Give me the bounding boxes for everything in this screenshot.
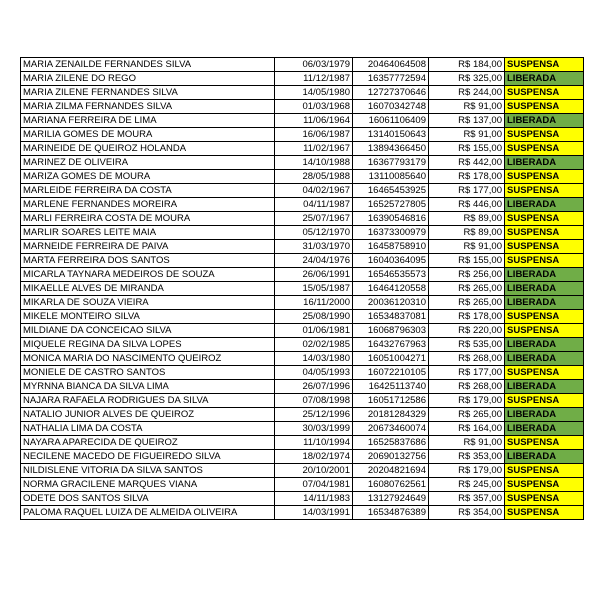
- table-row: [21, 464, 584, 478]
- nis-number-cell: 16367793179: [353, 156, 429, 170]
- name-cell: NATHALIA LIMA DA COSTA: [21, 422, 275, 436]
- table-row: [21, 408, 584, 422]
- birth-date-cell: 20/10/2001: [275, 464, 353, 478]
- benefit-value-cell: R$ 325,00: [429, 72, 505, 86]
- birth-date-cell: 11/06/1964: [275, 114, 353, 128]
- benefit-value-cell: R$ 535,00: [429, 338, 505, 352]
- table-row: [21, 282, 584, 296]
- benefit-value-cell: R$ 91,00: [429, 436, 505, 450]
- nis-number-cell: 16051712586: [353, 394, 429, 408]
- nis-number-cell: 16432767963: [353, 338, 429, 352]
- status-cell: LIBERADA: [505, 114, 584, 128]
- name-cell: MARINEIDE DE QUEIROZ HOLANDA: [21, 142, 275, 156]
- status-cell: SUSPENSA: [505, 478, 584, 492]
- name-cell: MARINEZ DE OLIVEIRA: [21, 156, 275, 170]
- nis-number-cell: 20036120310: [353, 296, 429, 310]
- birth-date-cell: 04/05/1993: [275, 366, 353, 380]
- table-row: [21, 296, 584, 310]
- status-cell: SUSPENSA: [505, 324, 584, 338]
- nis-number-cell: 16061106409: [353, 114, 429, 128]
- nis-number-cell: 16051004271: [353, 352, 429, 366]
- birth-date-cell: 26/07/1996: [275, 380, 353, 394]
- name-cell: MARIA ZILMA FERNANDES SILVA: [21, 100, 275, 114]
- benefit-value-cell: R$ 178,00: [429, 170, 505, 184]
- status-cell: LIBERADA: [505, 338, 584, 352]
- benefit-value-cell: R$ 179,00: [429, 394, 505, 408]
- name-cell: MIKAELLE ALVES DE MIRANDA: [21, 282, 275, 296]
- status-cell: SUSPENSA: [505, 86, 584, 100]
- table-row: [21, 310, 584, 324]
- table-row: [21, 198, 584, 212]
- name-cell: MIKELE MONTEIRO SILVA: [21, 310, 275, 324]
- status-cell: SUSPENSA: [505, 184, 584, 198]
- status-cell: SUSPENSA: [505, 58, 584, 72]
- birth-date-cell: 16/06/1987: [275, 128, 353, 142]
- name-cell: MYRNNA BIANCA DA SILVA LIMA: [21, 380, 275, 394]
- name-cell: MIQUELE REGINA DA SILVA LOPES: [21, 338, 275, 352]
- nis-number-cell: 16070342748: [353, 100, 429, 114]
- nis-number-cell: 12727370646: [353, 86, 429, 100]
- birth-date-cell: 28/05/1988: [275, 170, 353, 184]
- name-cell: NORMA GRACILENE MARQUES VIANA: [21, 478, 275, 492]
- benefit-value-cell: R$ 256,00: [429, 268, 505, 282]
- nis-number-cell: 16357772594: [353, 72, 429, 86]
- table-row: [21, 72, 584, 86]
- birth-date-cell: 05/12/1970: [275, 226, 353, 240]
- table-row: [21, 450, 584, 464]
- nis-number-cell: 16072210105: [353, 366, 429, 380]
- birth-date-cell: 14/10/1988: [275, 156, 353, 170]
- status-cell: SUSPENSA: [505, 436, 584, 450]
- benefit-value-cell: R$ 91,00: [429, 128, 505, 142]
- name-cell: MARILIA GOMES DE MOURA: [21, 128, 275, 142]
- table-row: [21, 170, 584, 184]
- benefit-value-cell: R$ 353,00: [429, 450, 505, 464]
- nis-number-cell: 16546535573: [353, 268, 429, 282]
- table-row: [21, 492, 584, 506]
- birth-date-cell: 06/03/1979: [275, 58, 353, 72]
- table-row: [21, 436, 584, 450]
- name-cell: MARIA ZILENE DO REGO: [21, 72, 275, 86]
- status-cell: LIBERADA: [505, 408, 584, 422]
- birth-date-cell: 04/11/1987: [275, 198, 353, 212]
- birth-date-cell: 04/02/1967: [275, 184, 353, 198]
- birth-date-cell: 30/03/1999: [275, 422, 353, 436]
- benefit-value-cell: R$ 265,00: [429, 282, 505, 296]
- status-cell: LIBERADA: [505, 422, 584, 436]
- table-row: [21, 128, 584, 142]
- table-row: [21, 254, 584, 268]
- benefit-value-cell: R$ 184,00: [429, 58, 505, 72]
- nis-number-cell: 16465453925: [353, 184, 429, 198]
- name-cell: MONICA MARIA DO NASCIMENTO QUEIROZ: [21, 352, 275, 366]
- table-row: [21, 156, 584, 170]
- status-cell: SUSPENSA: [505, 212, 584, 226]
- table-row: [21, 212, 584, 226]
- status-cell: LIBERADA: [505, 198, 584, 212]
- status-cell: LIBERADA: [505, 268, 584, 282]
- benefit-value-cell: R$ 155,00: [429, 142, 505, 156]
- name-cell: NAYARA APARECIDA DE QUEIROZ: [21, 436, 275, 450]
- nis-number-cell: 20673460074: [353, 422, 429, 436]
- nis-number-cell: 13110085640: [353, 170, 429, 184]
- benefit-value-cell: R$ 177,00: [429, 366, 505, 380]
- benefit-value-cell: R$ 177,00: [429, 184, 505, 198]
- table-row: [21, 380, 584, 394]
- nis-number-cell: 16040364095: [353, 254, 429, 268]
- benefit-value-cell: R$ 245,00: [429, 478, 505, 492]
- nis-number-cell: 13127924649: [353, 492, 429, 506]
- name-cell: NILDISLENE VITORIA DA SILVA SANTOS: [21, 464, 275, 478]
- table-row: [21, 324, 584, 338]
- benefit-value-cell: R$ 268,00: [429, 352, 505, 366]
- benefit-value-cell: R$ 137,00: [429, 114, 505, 128]
- name-cell: MONIELE DE CASTRO SANTOS: [21, 366, 275, 380]
- name-cell: MIKARLA DE SOUZA VIEIRA: [21, 296, 275, 310]
- status-cell: LIBERADA: [505, 282, 584, 296]
- status-cell: LIBERADA: [505, 72, 584, 86]
- table-row: [21, 478, 584, 492]
- nis-number-cell: 16425113740: [353, 380, 429, 394]
- table-row: [21, 422, 584, 436]
- birth-date-cell: 11/12/1987: [275, 72, 353, 86]
- beneficiary-table: [20, 57, 584, 520]
- nis-number-cell: 16525837686: [353, 436, 429, 450]
- beneficiary-table-body: [21, 58, 584, 520]
- table-row: [21, 86, 584, 100]
- nis-number-cell: 16068796303: [353, 324, 429, 338]
- name-cell: MARLEIDE FERREIRA DA COSTA: [21, 184, 275, 198]
- benefit-value-cell: R$ 89,00: [429, 212, 505, 226]
- birth-date-cell: 15/05/1987: [275, 282, 353, 296]
- nis-number-cell: 13894366450: [353, 142, 429, 156]
- status-cell: LIBERADA: [505, 296, 584, 310]
- name-cell: NAJARA RAFAELA RODRIGUES DA SILVA: [21, 394, 275, 408]
- benefit-value-cell: R$ 354,00: [429, 506, 505, 520]
- birth-date-cell: 11/02/1967: [275, 142, 353, 156]
- name-cell: PALOMA RAQUEL LUIZA DE ALMEIDA OLIVEIRA: [21, 506, 275, 520]
- benefit-value-cell: R$ 179,00: [429, 464, 505, 478]
- nis-number-cell: 16534876389: [353, 506, 429, 520]
- name-cell: MARIANA FERREIRA DE LIMA: [21, 114, 275, 128]
- name-cell: MARIA ZILENE FERNANDES SILVA: [21, 86, 275, 100]
- name-cell: MARLI FERREIRA COSTA DE MOURA: [21, 212, 275, 226]
- benefit-value-cell: R$ 155,00: [429, 254, 505, 268]
- table-row: [21, 240, 584, 254]
- status-cell: SUSPENSA: [505, 366, 584, 380]
- name-cell: MICARLA TAYNARA MEDEIROS DE SOUZA: [21, 268, 275, 282]
- birth-date-cell: 14/03/1980: [275, 352, 353, 366]
- status-cell: LIBERADA: [505, 352, 584, 366]
- birth-date-cell: 16/11/2000: [275, 296, 353, 310]
- name-cell: MILDIANE DA CONCEICAO SILVA: [21, 324, 275, 338]
- nis-number-cell: 16464120558: [353, 282, 429, 296]
- nis-number-cell: 16534837081: [353, 310, 429, 324]
- status-cell: SUSPENSA: [505, 240, 584, 254]
- status-cell: SUSPENSA: [505, 128, 584, 142]
- benefit-value-cell: R$ 442,00: [429, 156, 505, 170]
- nis-number-cell: 13140150643: [353, 128, 429, 142]
- benefit-value-cell: R$ 268,00: [429, 380, 505, 394]
- status-cell: SUSPENSA: [505, 142, 584, 156]
- name-cell: MARIA ZENAILDE FERNANDES SILVA: [21, 58, 275, 72]
- birth-date-cell: 07/08/1998: [275, 394, 353, 408]
- nis-number-cell: 20690132756: [353, 450, 429, 464]
- benefit-value-cell: R$ 220,00: [429, 324, 505, 338]
- name-cell: NECILENE MACEDO DE FIGUEIREDO SILVA: [21, 450, 275, 464]
- name-cell: MARTA FERREIRA DOS SANTOS: [21, 254, 275, 268]
- status-cell: SUSPENSA: [505, 506, 584, 520]
- status-cell: SUSPENSA: [505, 310, 584, 324]
- benefit-value-cell: R$ 357,00: [429, 492, 505, 506]
- status-cell: SUSPENSA: [505, 492, 584, 506]
- birth-date-cell: 18/02/1974: [275, 450, 353, 464]
- status-cell: SUSPENSA: [505, 170, 584, 184]
- benefit-value-cell: R$ 265,00: [429, 408, 505, 422]
- name-cell: ODETE DOS SANTOS SILVA: [21, 492, 275, 506]
- benefit-value-cell: R$ 164,00: [429, 422, 505, 436]
- birth-date-cell: 07/04/1981: [275, 478, 353, 492]
- status-cell: SUSPENSA: [505, 394, 584, 408]
- status-cell: SUSPENSA: [505, 254, 584, 268]
- nis-number-cell: 16390546816: [353, 212, 429, 226]
- table-row: [21, 394, 584, 408]
- benefit-value-cell: R$ 446,00: [429, 198, 505, 212]
- status-cell: SUSPENSA: [505, 226, 584, 240]
- birth-date-cell: 11/10/1994: [275, 436, 353, 450]
- status-cell: LIBERADA: [505, 380, 584, 394]
- table-row: [21, 114, 584, 128]
- table-row: [21, 366, 584, 380]
- status-cell: LIBERADA: [505, 156, 584, 170]
- benefit-value-cell: R$ 244,00: [429, 86, 505, 100]
- nis-number-cell: 20204821694: [353, 464, 429, 478]
- birth-date-cell: 31/03/1970: [275, 240, 353, 254]
- table-row: [21, 338, 584, 352]
- birth-date-cell: 01/03/1968: [275, 100, 353, 114]
- table-row: [21, 142, 584, 156]
- table-row: [21, 100, 584, 114]
- birth-date-cell: 14/05/1980: [275, 86, 353, 100]
- birth-date-cell: 25/07/1967: [275, 212, 353, 226]
- status-cell: SUSPENSA: [505, 464, 584, 478]
- nis-number-cell: 20464064508: [353, 58, 429, 72]
- benefit-value-cell: R$ 89,00: [429, 226, 505, 240]
- nis-number-cell: 16525727805: [353, 198, 429, 212]
- table-row: [21, 226, 584, 240]
- name-cell: MARIZA GOMES DE MOURA: [21, 170, 275, 184]
- table-row: [21, 506, 584, 520]
- birth-date-cell: 25/08/1990: [275, 310, 353, 324]
- benefit-value-cell: R$ 91,00: [429, 100, 505, 114]
- nis-number-cell: 16458758910: [353, 240, 429, 254]
- status-cell: LIBERADA: [505, 450, 584, 464]
- benefit-value-cell: R$ 265,00: [429, 296, 505, 310]
- benefit-value-cell: R$ 91,00: [429, 240, 505, 254]
- status-cell: SUSPENSA: [505, 100, 584, 114]
- birth-date-cell: 02/02/1985: [275, 338, 353, 352]
- nis-number-cell: 16080762561: [353, 478, 429, 492]
- birth-date-cell: 01/06/1981: [275, 324, 353, 338]
- nis-number-cell: 16373300979: [353, 226, 429, 240]
- birth-date-cell: 26/06/1991: [275, 268, 353, 282]
- name-cell: MARLIR SOARES LEITE MAIA: [21, 226, 275, 240]
- name-cell: MARLENE FERNANDES MOREIRA: [21, 198, 275, 212]
- birth-date-cell: 14/11/1983: [275, 492, 353, 506]
- table-row: [21, 268, 584, 282]
- nis-number-cell: 20181284329: [353, 408, 429, 422]
- benefit-value-cell: R$ 178,00: [429, 310, 505, 324]
- table-row: [21, 58, 584, 72]
- table-row: [21, 184, 584, 198]
- birth-date-cell: 14/03/1991: [275, 506, 353, 520]
- name-cell: MARNEIDE FERREIRA DE PAIVA: [21, 240, 275, 254]
- name-cell: NATALIO JUNIOR ALVES DE QUEIROZ: [21, 408, 275, 422]
- birth-date-cell: 24/04/1976: [275, 254, 353, 268]
- table-row: [21, 352, 584, 366]
- birth-date-cell: 25/12/1996: [275, 408, 353, 422]
